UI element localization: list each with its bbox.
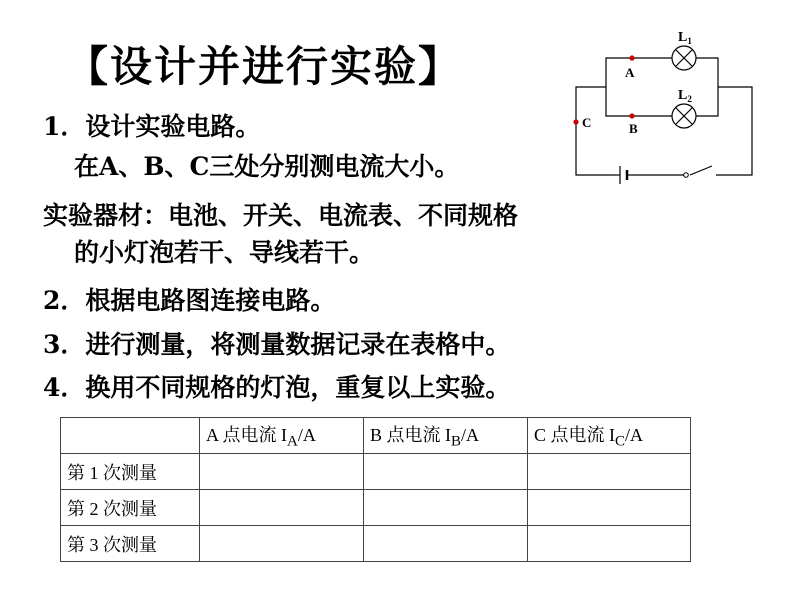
switch-contact [684,173,689,178]
lamp-l2-label: $L_2$ [678,88,692,104]
lamp-l1-icon [672,46,696,70]
header-corner [61,418,200,454]
table-row [61,454,691,490]
materials-line-2: 的小灯泡若干、导线若干。 [74,238,375,267]
point-c-label: C [582,115,592,130]
row-label: 第 1 次测量 [61,454,200,490]
outer-wire-right [716,87,752,175]
table-header-row [61,418,691,454]
header-current-a: A 点电流 $I_A/A$ [200,418,364,454]
cell-current-a [200,526,364,562]
step-1-detail: 在A、B、C三处分别测电流大小。 [74,152,460,181]
header-current-b: B 点电流 $I_B/A$ [364,418,528,454]
cell-current-b [364,490,528,526]
cell-current-c [528,490,691,526]
row-label: 第 3 次测量 [61,526,200,562]
branch-right [696,58,718,116]
lamp-l1-label: $L_1$ [678,30,692,46]
lamp-l2-icon [672,104,696,128]
measurement-table [60,417,691,562]
point-b-dot [629,113,634,118]
cell-current-a [200,454,364,490]
step-1: 1．设计实验电路。 [43,112,261,141]
point-c-dot [573,119,578,124]
point-b-label: B [629,121,638,136]
table-row [61,490,691,526]
cell-current-c [528,454,691,490]
table-row [61,526,691,562]
outer-wire-left [576,87,614,175]
header-current-c: C 点电流 $I_C/A$ [528,418,691,454]
row-label: 第 2 次测量 [61,490,200,526]
branch-left [606,58,672,116]
page-title: 【设计并进行实验】 [66,42,463,91]
materials-line-1: 实验器材：电池、开关、电流表、不同规格 [43,201,519,230]
circuit-diagram [566,26,766,191]
switch-lever [690,166,712,175]
step-4: 4．换用不同规格的灯泡，重复以上实验。 [43,373,511,402]
step-2: 2．根据电路图连接电路。 [43,286,336,315]
cell-current-a [200,490,364,526]
cell-current-b [364,454,528,490]
cell-current-c [528,526,691,562]
point-a-label: A [625,65,635,80]
cell-current-b [364,526,528,562]
step-3: 3．进行测量，将测量数据记录在表格中。 [43,330,511,359]
point-a-dot [629,55,634,60]
